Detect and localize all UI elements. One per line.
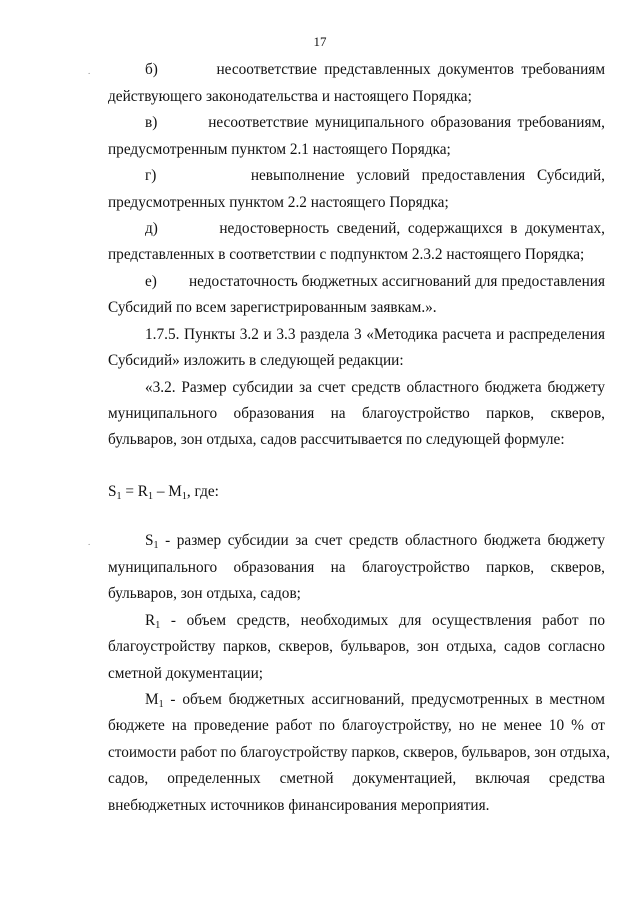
paragraph-line: б) несоответствие представленных документов требованиям — [145, 61, 605, 78]
paragraph-line: стоимости работ по благоустройству парков, скверов, бульваров, зон отдыха, — [108, 744, 610, 761]
paragraph-line: 1.7.5. Пункты 3.2 и 3.3 раздела 3 «Методика расчета и распределения — [145, 326, 605, 343]
paragraph-line: е) недостаточность бюджетных ассигнований для предоставления — [145, 273, 605, 290]
formula: $S_1 = R_1 - M_1$, где: — [108, 483, 219, 502]
definition-s1: $S_1$ - размер субсидии за счет средств областного бюджета бюджету — [145, 532, 605, 551]
paragraph-line: сметной документации; — [108, 665, 264, 682]
paragraph-line: предусмотренных пунктом 2.2 настоящего Порядка; — [108, 194, 449, 211]
margin-mark: . — [88, 66, 91, 76]
paragraph-line: бульваров, зон отдыха, садов рассчитывается по следующей формуле: — [108, 431, 565, 448]
paragraph-line: представленных в соответствии с подпунктом 2.3.2 настоящего Порядка; — [108, 246, 585, 263]
definition-m1: $M_1$ - объем бюджетных ассигнований, предусмотренных в местном — [145, 691, 605, 710]
paragraph-line: действующего законодательства и настоящего Порядка; — [108, 88, 472, 105]
paragraph-line: муниципального образования на благоустройство парков, скверов, — [108, 405, 605, 422]
paragraph-line: г) невыполнение условий предоставления Субсидий, — [145, 167, 605, 184]
paragraph-line: благоустройству парков, скверов, бульваров, зон отдыха, садов согласно — [108, 638, 605, 655]
paragraph-line: Субсидий» изложить в следующей редакции: — [108, 352, 404, 369]
paragraph-line: «3.2. Размер субсидии за счет средств областного бюджета бюджету — [145, 379, 605, 396]
paragraph-line: в) несоответствие муниципального образования требованиям, — [145, 114, 605, 131]
paragraph-line: бульваров, зон отдыха, садов; — [108, 585, 301, 602]
paragraph-line: муниципального образования на благоустройство парков, скверов, — [108, 559, 605, 576]
paragraph-line: внебюджетных источников финансирования мероприятия. — [108, 797, 490, 814]
margin-mark: . — [88, 537, 91, 547]
paragraph-line: д) недостоверность сведений, содержащихся в документах, — [145, 220, 605, 237]
page-number: 17 — [313, 34, 327, 49]
paragraph-line: предусмотренным пунктом 2.1 настоящего Порядка; — [108, 141, 451, 158]
definition-r1: $R_1$ - объем средств, необходимых для осуществления работ по — [145, 612, 605, 631]
paragraph-line: садов, определенных сметной документацией, включая средства — [108, 770, 605, 787]
paragraph-line: бюджете на проведение работ по благоустройству, но не менее 10 % от — [108, 717, 605, 734]
paragraph-line: Субсидий по всем зарегистрированным заявкам.». — [108, 299, 437, 316]
